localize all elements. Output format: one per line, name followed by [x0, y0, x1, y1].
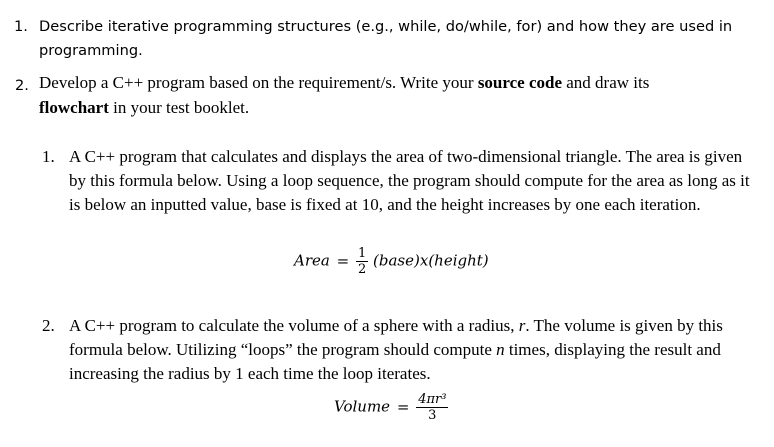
question-2-text [39, 70, 764, 120]
fraction-numerator: 1 [357, 246, 367, 261]
sphere-volume-formula [334, 393, 448, 422]
triangle-area-formula [294, 247, 489, 276]
subquestion-2-text-part: A C++ program to calculate the volume of a sphere with a radius, [69, 316, 519, 335]
formula-fraction [416, 393, 448, 422]
question-1-number: 1. [14, 18, 28, 35]
subquestion-1-number: 1. [42, 147, 55, 166]
subquestion-2-text-part: times, displaying the result and increasing the radius by 1 each time the loop iterates. [69, 340, 721, 383]
formula-equals: = [336, 251, 350, 270]
subquestion-2-text [69, 314, 759, 386]
question-1-text: Describe iterative programming structures (e.g., while, do/while, for) and how they are used in programming. [39, 18, 733, 59]
formula-rhs: (base)x(height) [373, 251, 489, 270]
subquestion-2-text-part: . The volume is given by this formula below. Utilizing “loops” the program should compute [69, 316, 723, 359]
subquestion-1-text: A C++ program that calculates and displays the area of two-dimensional triangle. The area is given by this formula below. Using a loop sequence, the program should compute for the area as long as it is below an inputted value, base is fixed at 10, and the height increases by one each iteration. [69, 147, 750, 214]
formula-lhs: Volume [334, 397, 391, 416]
formula-lhs: Area [294, 251, 330, 270]
fraction-numerator: 4πr³ [418, 392, 447, 407]
variable-r: r [518, 316, 526, 335]
source-code-emphasis: source code [477, 73, 563, 92]
question-2-number: 2. [15, 77, 29, 94]
formula-fraction [356, 247, 368, 276]
subquestion-2-number: 2. [42, 316, 55, 335]
fraction-denominator: 2 [357, 262, 367, 277]
fraction-denominator: 3 [428, 408, 437, 423]
variable-n: n [496, 340, 505, 359]
flowchart-emphasis: flowchart [39, 98, 109, 117]
question-2-text-part: in your test booklet. [108, 98, 250, 117]
question-2-text-part: and draw its [562, 73, 650, 92]
formula-equals: = [396, 397, 410, 416]
question-2-text-part: Develop a C++ program based on the requirement/s. Write your [39, 73, 478, 92]
